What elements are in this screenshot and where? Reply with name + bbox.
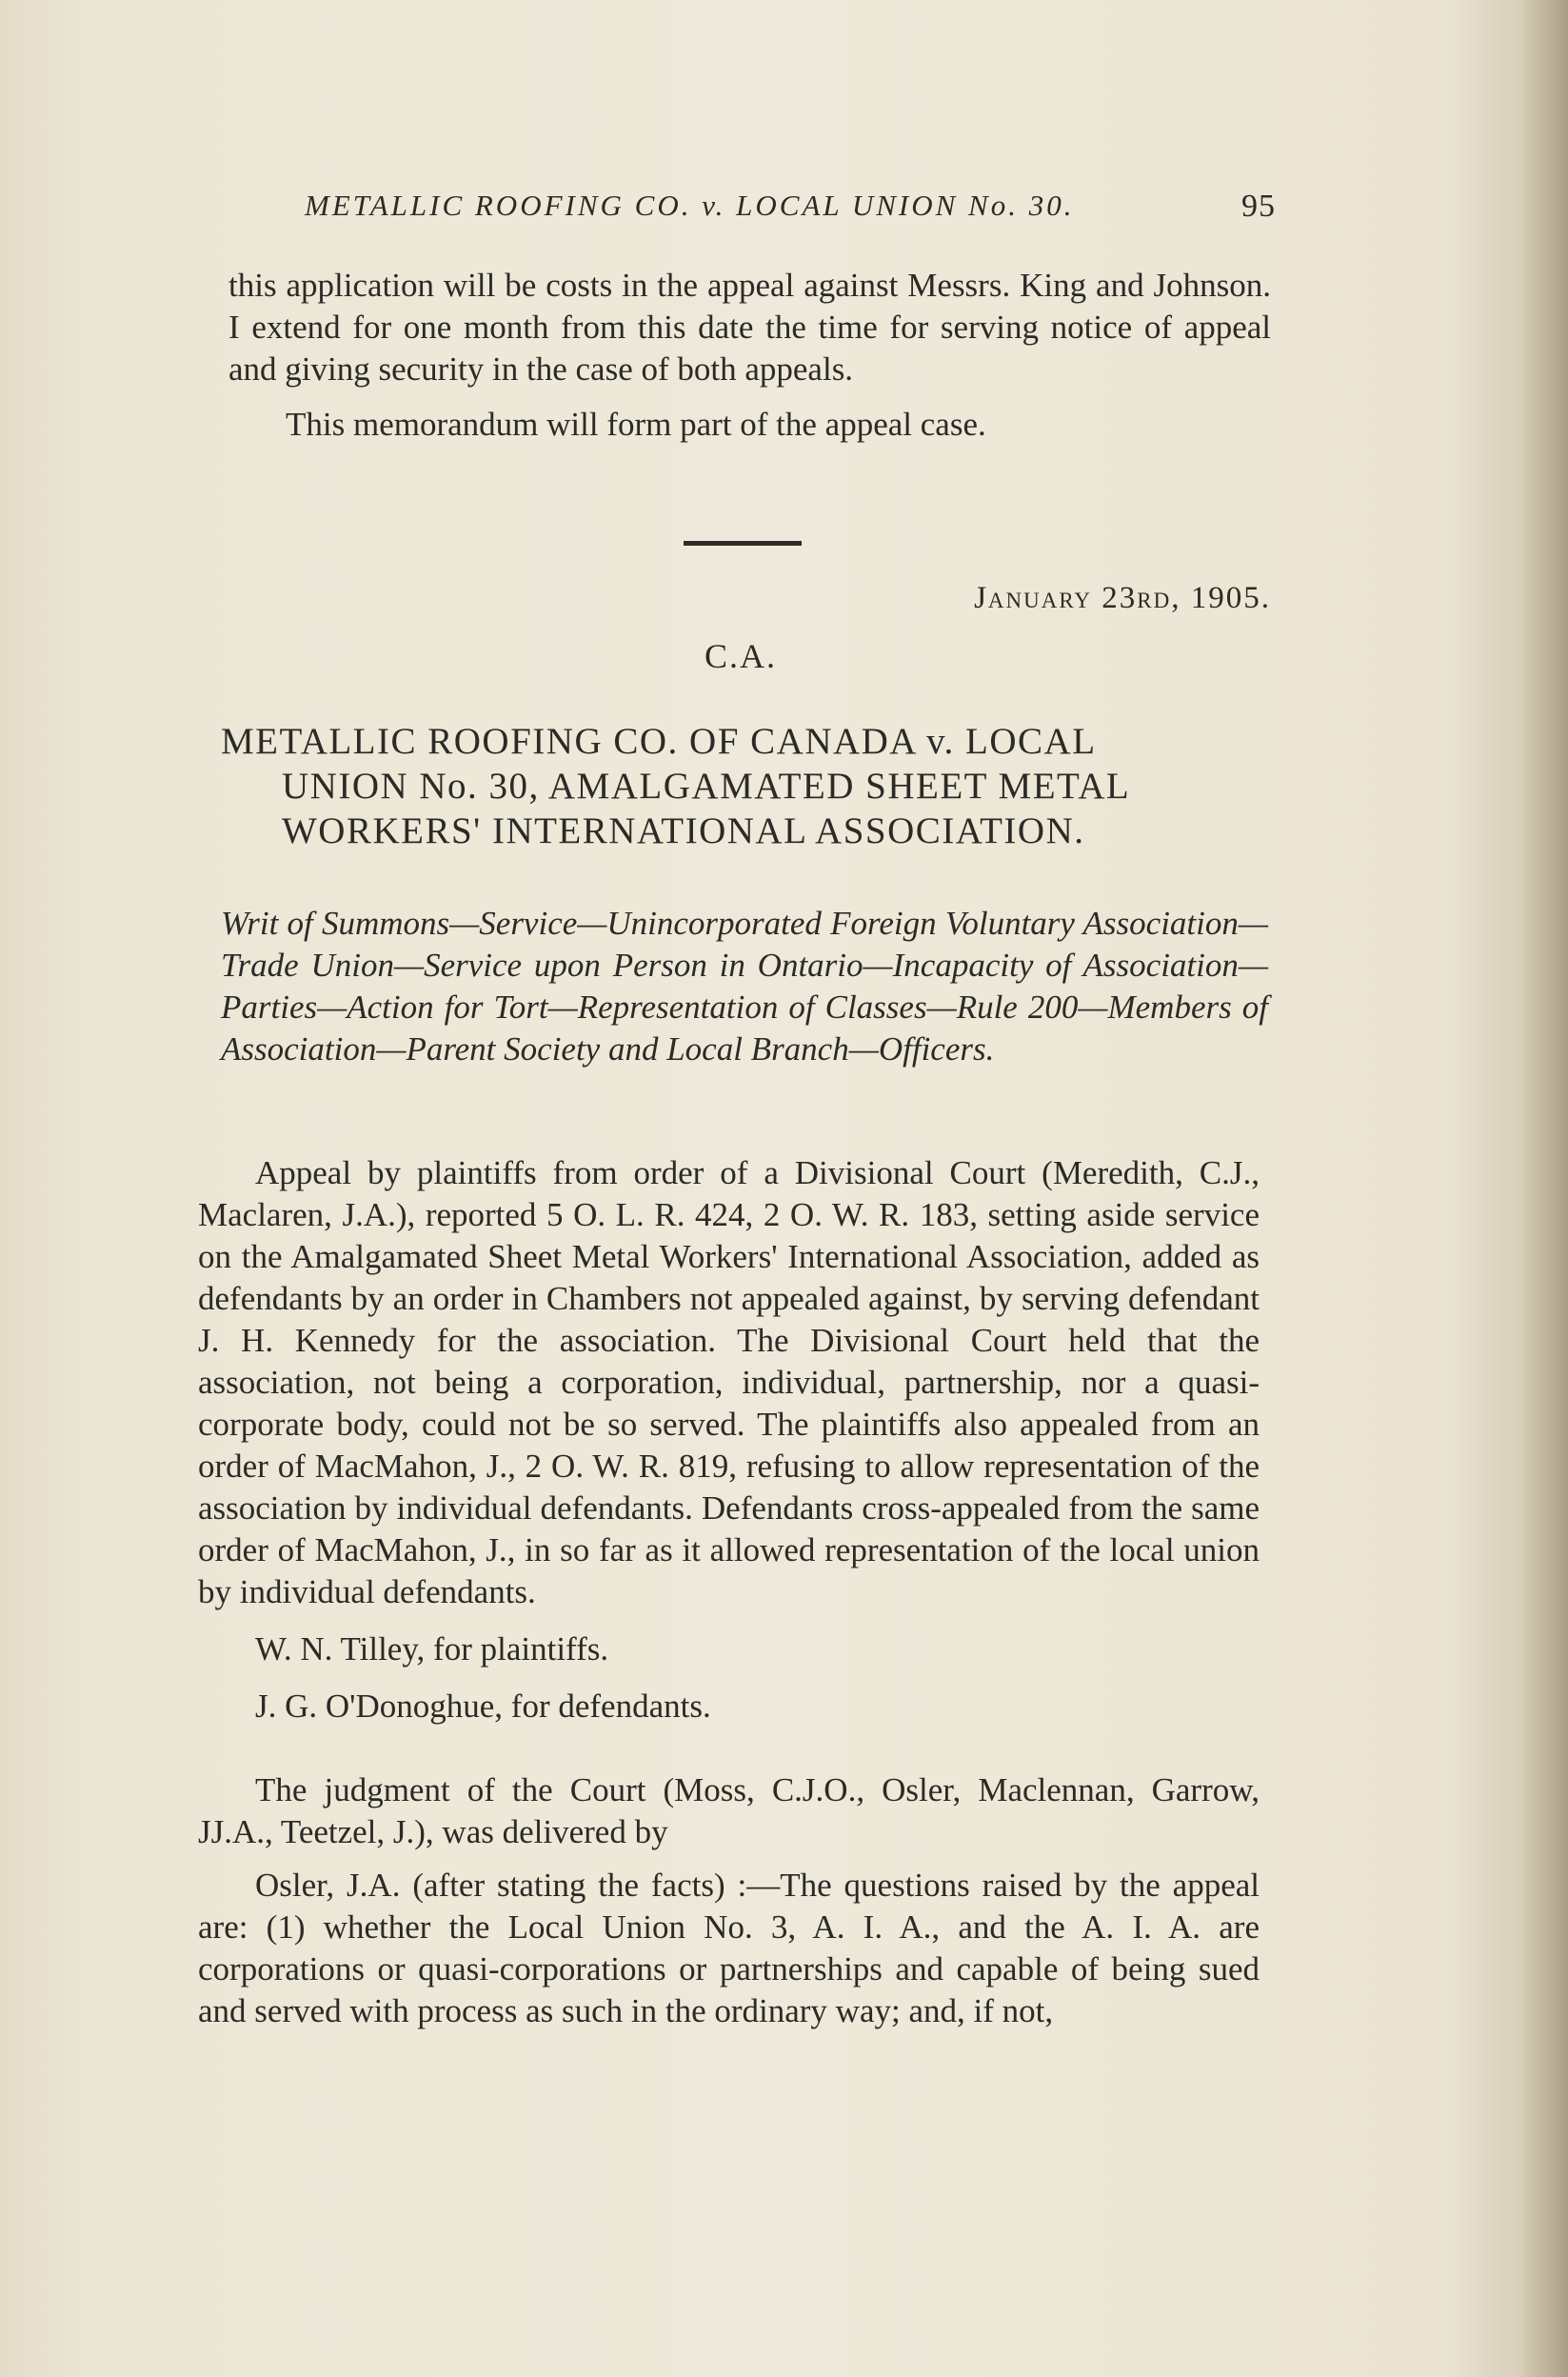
decision-date: January 23rd, 1905. [974, 581, 1271, 615]
running-head [305, 181, 1276, 238]
main-text-block [198, 1152, 1260, 2032]
counsel-defendants: J. G. O'Donoghue, for defendants. [255, 1688, 711, 1725]
running-head-title: METALLIC ROOFING CO. v. LOCAL UNION No. 30. [305, 189, 1075, 222]
osler-paragraph: Osler, J.A. (after stating the facts) :—The questions raised by the appeal are: (1) whether the Local Union No. 3, A. I. A., and the A. I. A. are corporations or quasi-corporations or partnerships and capable of being sued and served with process as such in the ordinary way; and, if not, [198, 1867, 1260, 2029]
section-divider [684, 541, 802, 546]
counsel-plaintiffs: W. N. Tilley, for plaintiffs. [255, 1630, 609, 1668]
top-text-block [228, 265, 1271, 446]
court-abbreviation: C.A. [705, 637, 778, 675]
book-spine-shadow [1524, 0, 1568, 2377]
case-title-line-2: UNION No. 30, AMALGAMATED SHEET METAL [282, 766, 1131, 807]
headnote [221, 903, 1268, 1070]
appeal-paragraph: Appeal by plaintiffs from order of a Divisional Court (Meredith, C.J., Maclaren, J.A.), reported 5 O. L. R. 424, 2 O. W. R. 183, setting aside service on the Amalgamated Sheet Metal Workers' International Association, added as defendants by an order in Chambers not appealed against, by serving defendant J. H. Kennedy for the association. The Divisional Court held that the association, not being a corporation, individual, partnership, nor a quasi-corporate body, could not be so served. The plaintiffs also appealed from an order of MacMahon, J., 2 O. W. R. 819, refusing to allow representation of the association by individual defendants. Defendants cross-appealed from the same order of MacMahon, J., in so far as it allowed representation of the local union by individual defendants. [198, 1154, 1260, 1610]
memorandum-paragraph: This memorandum will form part of the appeal case. [286, 406, 986, 443]
case-title [221, 719, 1268, 853]
page-number: 95 [1241, 189, 1276, 224]
judgment-paragraph: The judgment of the Court (Moss, C.J.O., Osler, Maclennan, Garrow, JJ.A., Teetzel, J.), was delivered by [198, 1771, 1260, 1850]
case-title-line-3: WORKERS' INTERNATIONAL ASSOCIATION. [282, 810, 1085, 851]
headnote-text: Writ of Summons—Service—Unincorporated Foreign Voluntary Association—Trade Union—Service upon Person in Ontario—Incapacity of Association—Parties—Action for Tort—Representation of Classes—Rule 200—Members of Association—Parent Society and Local Branch—Officers. [221, 905, 1268, 1068]
continued-paragraph: this application will be costs in the appeal against Messrs. King and Johnson. I extend for one month from this date the time for serving notice of appeal and giving security in the case of both appeals. [228, 267, 1271, 388]
case-title-line-1: METALLIC ROOFING CO. OF CANADA v. LOCAL [221, 721, 1097, 762]
